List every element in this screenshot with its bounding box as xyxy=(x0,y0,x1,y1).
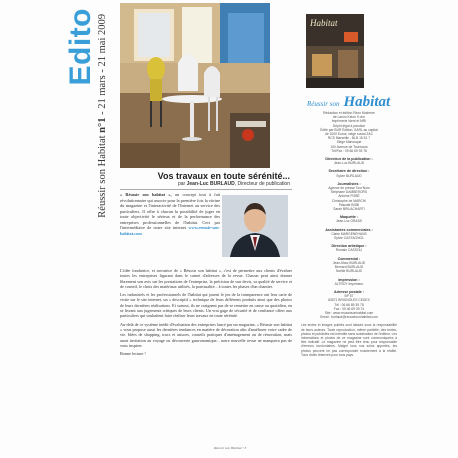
partners-heading: Commercial : xyxy=(337,256,361,261)
journalist-name: Christophe de MARCHI xyxy=(331,198,367,203)
partner-name: Noëlle BURLAUD xyxy=(335,269,363,274)
graphic-heading: Maquette : xyxy=(340,215,358,220)
publisher-line: Tél/Fax : 09 66 69 39 78 xyxy=(331,148,367,153)
interior-photo xyxy=(120,3,270,168)
article-body xyxy=(120,268,292,359)
intro-lead: « Réussir son habitat », xyxy=(120,192,172,197)
graphic-block xyxy=(301,215,397,223)
partners-block xyxy=(301,257,397,274)
secretary-heading: Secrétaire de direction : xyxy=(328,169,370,174)
publisher-line: Dépôt légal à parution xyxy=(332,123,366,128)
byline-role: , Directeur de publication xyxy=(234,181,290,187)
brand-prefix: Réussir son xyxy=(307,100,340,108)
journalist-name: Sarah BRILACHARTI xyxy=(333,207,365,212)
publisher-line: de 1000 Euros, siège social ZAC xyxy=(324,132,373,137)
publisher-line: 100 Avenue de Tourmous xyxy=(330,144,368,149)
secretary-name: Sylvie BURLAUD xyxy=(336,173,362,178)
journalist-name: Agence de presse Tour'Nom xyxy=(328,186,370,191)
issue-info xyxy=(97,14,108,218)
address-heading: Adresse postale : xyxy=(334,289,364,294)
partner-name: Bernard BURLAUD xyxy=(334,265,364,270)
author-portrait xyxy=(222,195,288,257)
publisher-line: Siège Manosque xyxy=(336,140,362,145)
address-line: Site : www.reussirsonhabitat.com xyxy=(324,310,374,315)
address-line: Email : burlaud@reussirsonhabitat.com xyxy=(320,315,378,320)
journalist-name: Pascale BOBI xyxy=(338,202,360,207)
publisher-line: de Lanon Kelon 9 ohn xyxy=(332,115,366,120)
issue-number: n°1 xyxy=(97,117,108,133)
article-headline: Vos travaux en toute sérénité... xyxy=(157,171,290,181)
sales-name: Claire MARGENEHANS xyxy=(331,231,367,236)
address-line: Fax : 09 46 69 39 74 xyxy=(333,306,365,311)
body-paragraph: L'idée fondatrice, et novatrice de « Réussir son habitat », c'est de permettre aux clients d'évaluer toutes les entreprises figurant dans le carnet d'adresses de la revue. Chacun peut ainsi donner librement son avis sur les prestations de l'entreprise, la précision de son devis, sa qualité de service et de conseil, le choix des matériaux utilisés, la ponctualité... à toutes les phases d'un chantier. xyxy=(120,268,292,289)
journalist-name: Antoine POBÉ xyxy=(338,194,360,199)
divider xyxy=(120,189,292,190)
byline-author: Jean-Luc BURLAUD xyxy=(186,181,235,187)
address-block xyxy=(301,290,397,319)
secretary-block xyxy=(301,169,397,177)
body-paragraph: Au-delà de ce système inédit d'évaluation des entreprises lancé par un magazine, « Réussir son habitat » vous propose aussi les dernières tendances en matière de décoration afin d'améliorer votre cadre de vie. Idées de shopping, trucs et astuces, conseils pratiques d'aménagement ou de rénovation, mais aussi invitation au voyage ou découverte gastronomique... notre nouvelle revue ne manquera pas de vous inspirer. xyxy=(120,321,292,348)
credits-column xyxy=(301,111,397,361)
page-footer: Réussir son Habitat • 3 xyxy=(213,446,247,450)
sales-block xyxy=(301,228,397,241)
publisher-line: Rédaction et édition Rézo Moderne xyxy=(323,111,375,115)
director-heading: Directeur de la publication : xyxy=(325,157,373,162)
print-heading: Impression : xyxy=(338,277,360,282)
body-paragraph: Les industriels et les professionnels de l'habitat qui jouent le jeu de la transparence ont leur carte de visite sur le site internet, un « descriptif » technique de leurs différents produits ainsi que des photos de leurs dernières réalisations. Et surtout, ils ne craignent pas de se remettre en cause au quotidien, en se livrant aux jugements critiques de leurs clients. Un vrai gage de sécurité et de confiance offert aux particuliers qui souhaitent faire réaliser leurs travaux en toute sérénité. xyxy=(120,292,292,319)
print-name: ALTROY Imprimeur xyxy=(334,281,364,286)
brand-name: Habitat xyxy=(343,94,391,110)
journalist-name: Stéphane DAMBERORS xyxy=(330,190,368,195)
address-line: Tél : 06 66 89 39 78 xyxy=(334,302,364,307)
director-block xyxy=(301,157,397,165)
director-name: Jean-Luc BURLAUD xyxy=(333,161,365,166)
intro-paragraph xyxy=(120,192,220,236)
section-title: Edito xyxy=(64,8,97,86)
address-line: 83571 BRIGNOLES CEDEX xyxy=(328,298,370,303)
issue-dates: - 21 mars - 21 mai 2009 xyxy=(97,14,108,115)
issue-magazine-name: Réussir son Habitat xyxy=(97,135,108,218)
artistic-name: Romain CASSOLI xyxy=(335,248,363,253)
journalists-heading: Journalistes : xyxy=(337,181,361,186)
partner-name: Jean-Marc BURLAUD xyxy=(332,260,366,265)
publisher-block xyxy=(301,111,397,153)
publisher-line: RCS Marseille - BLB 15 51 7 xyxy=(327,136,371,141)
byline-prefix: par xyxy=(178,181,186,187)
legal-notice: Les textes et images publiés sont laissés sous la responsabilité de leurs auteurs. Toute reproduction, même partielle, des textes, photos et publicités est interdite sans autorisation de l'éditeur. Les informations et photos de ce magazine sont communiquées à titre indicatif. Le magazine ne peut être tenu pour responsable d'erreurs involontaires. Malgré tous nos soins apportés, les photos peuvent ne pas correspondre exactement à la réalité. Tous droits réservés pour tous pays. xyxy=(301,323,397,357)
byline xyxy=(124,181,290,187)
website-link[interactable]: www.reussir-son-habitat.com xyxy=(120,225,220,236)
sales-name: Sylvie CASTAGNOL xyxy=(334,236,364,241)
publisher-line: Imprimerie Ident et MRI xyxy=(331,119,367,124)
graphic-name: Jean-Luc GRASS xyxy=(335,219,363,224)
cover-title: Habitat xyxy=(310,18,338,28)
sales-heading: Assistantes commerciales : xyxy=(325,227,373,232)
address-line: BP 57 xyxy=(344,294,354,299)
artistic-block xyxy=(301,244,397,252)
print-block xyxy=(301,278,397,286)
magazine-cover-thumbnail xyxy=(306,14,364,88)
intro-text: un concept tout à fait révolutionnaire qui associe pour la première fois la vitrine du magazine et l'interactivité de l'Internet au service des particuliers. Il offre à chacun la possibilité de juger en toute objectivité le sérieux et de la performance des entreprises professionnelles de l'habitat. Ceci par l'intermédiaire de notre site internet xyxy=(120,192,220,230)
artistic-heading: Direction artistique : xyxy=(331,244,367,249)
body-closing: Bonne lecture ! xyxy=(120,351,146,357)
publisher-line: Édité par BUR Édition, SARL au capital xyxy=(320,127,378,132)
journalists-block xyxy=(301,182,397,211)
brand-logo xyxy=(307,93,390,111)
